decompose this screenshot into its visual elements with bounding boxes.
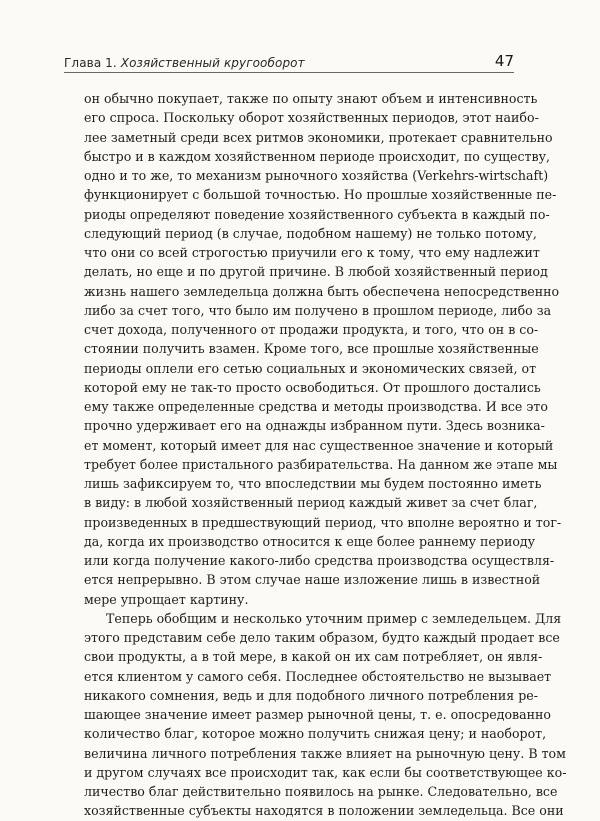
text-line: одно и то же, то механизм рыночного хозяйства (Verkehrs-wirtschaft) <box>84 168 549 183</box>
text-line: риоды определяют поведение хозяйственного субъекта в каждый по- <box>84 206 550 222</box>
text-line: быстро и в каждом хозяйственном периоде происходит, по существу, <box>84 148 550 164</box>
text-line: личество благ действительно появилось на рынке. Следовательно, все <box>84 784 558 799</box>
text-line: его спроса. Поскольку оборот хозяйственных периодов, этот наибо- <box>84 110 539 126</box>
text-line: произведенных в предшествующий период, что вполне вероятно и тог- <box>84 514 562 530</box>
paragraph <box>84 609 567 821</box>
text-line: прочно удерживает его на однажды избранном пути. Здесь возника- <box>84 418 545 434</box>
text-line: он обычно покупает, также по опыту знают объем и интенсивность <box>84 91 538 106</box>
text-line: величина личного потребления также влияет на рыночную цену. В том <box>84 745 566 761</box>
text-line: либо за счет того, что было им получено в прошлом периоде, либо за <box>84 302 552 318</box>
text-line: счет дохода, полученного от продажи продукта, и того, что он в со- <box>84 322 539 337</box>
paragraph <box>84 89 562 609</box>
running-header <box>64 40 514 73</box>
text-line: количество благ, которое можно получить снижая цену; и наоборот, <box>84 726 547 742</box>
text-line: или когда получение какого-либо средства производства осуществля- <box>84 553 555 568</box>
text-line: которой ему не так-то просто освободиться. От прошлого достались <box>84 379 541 395</box>
text-line: ему также определенные средства и методы производства. И все это <box>84 399 548 414</box>
text-line: делать, но еще и по другой причине. В любой хозяйственный период <box>84 264 548 280</box>
text-line: в виду: в любой хозяйственный период каждый живет за счет благ, <box>84 495 538 511</box>
text-line: стоянии получить взамен. Кроме того, все прошлые хозяйственные <box>84 341 539 357</box>
chapter-heading <box>64 56 305 70</box>
chapter-label: Глава 1. <box>64 56 117 70</box>
page-number: 47 <box>494 52 514 70</box>
chapter-title: Хозяйственный кругооборот <box>120 56 305 70</box>
text-line: хозяйственные субъекты находятся в положении земледельца. Все они <box>84 803 564 819</box>
text-line: ется клиентом у самого себя. Последнее обстоятельство не вызывает <box>84 668 552 684</box>
text-line: периоды оплели его сетью социальных и экономических связей, от <box>84 360 537 376</box>
text-line: шающее значение имеет размер рыночной цены, т. е. опосредованно <box>84 707 552 722</box>
text-line: Теперь обобщим и несколько уточним пример с земледельцем. Для <box>106 610 562 626</box>
text-line: жизнь нашего земледельца должна быть обеспечена непосредственно <box>84 283 560 299</box>
text-line: что они со всей строгостью приучили его к тому, что ему надлежит <box>84 245 540 260</box>
text-line: лишь зафиксируем то, что впоследствии мы будем постоянно иметь <box>84 476 542 491</box>
text-line: функционирует с большой точностью. Но прошлые хозяйственные пе- <box>84 187 557 203</box>
text-line: ет момент, который имеет для нас существенное значение и который <box>84 437 554 453</box>
text-line: свои продукты, а в той мере, в какой он их сам потребляет, он явля- <box>84 649 543 665</box>
text-line: да, когда их производство относится к еще более раннему периоду <box>84 533 536 549</box>
text-line: и другом случаях все происходит так, как если бы соответствующее ко- <box>84 764 567 780</box>
text-line: следующий период (в случае, подобном нашему) не только потому, <box>84 225 537 241</box>
body-text <box>84 89 567 821</box>
text-line: никакого сомнения, ведь и для подобного личного потребления ре- <box>84 687 539 703</box>
text-line: мере упрощает картину. <box>84 591 249 607</box>
text-line: лее заметный среди всех ритмов экономики, протекает сравнительно <box>84 129 553 145</box>
text-line: этого представим себе дело таким образом, будто каждый продает все <box>84 630 560 645</box>
text-line: ется непрерывно. В этом случае наше изложение лишь в известной <box>84 572 541 588</box>
text-line: требует более пристального разбирательства. На данном же этапе мы <box>84 456 558 472</box>
